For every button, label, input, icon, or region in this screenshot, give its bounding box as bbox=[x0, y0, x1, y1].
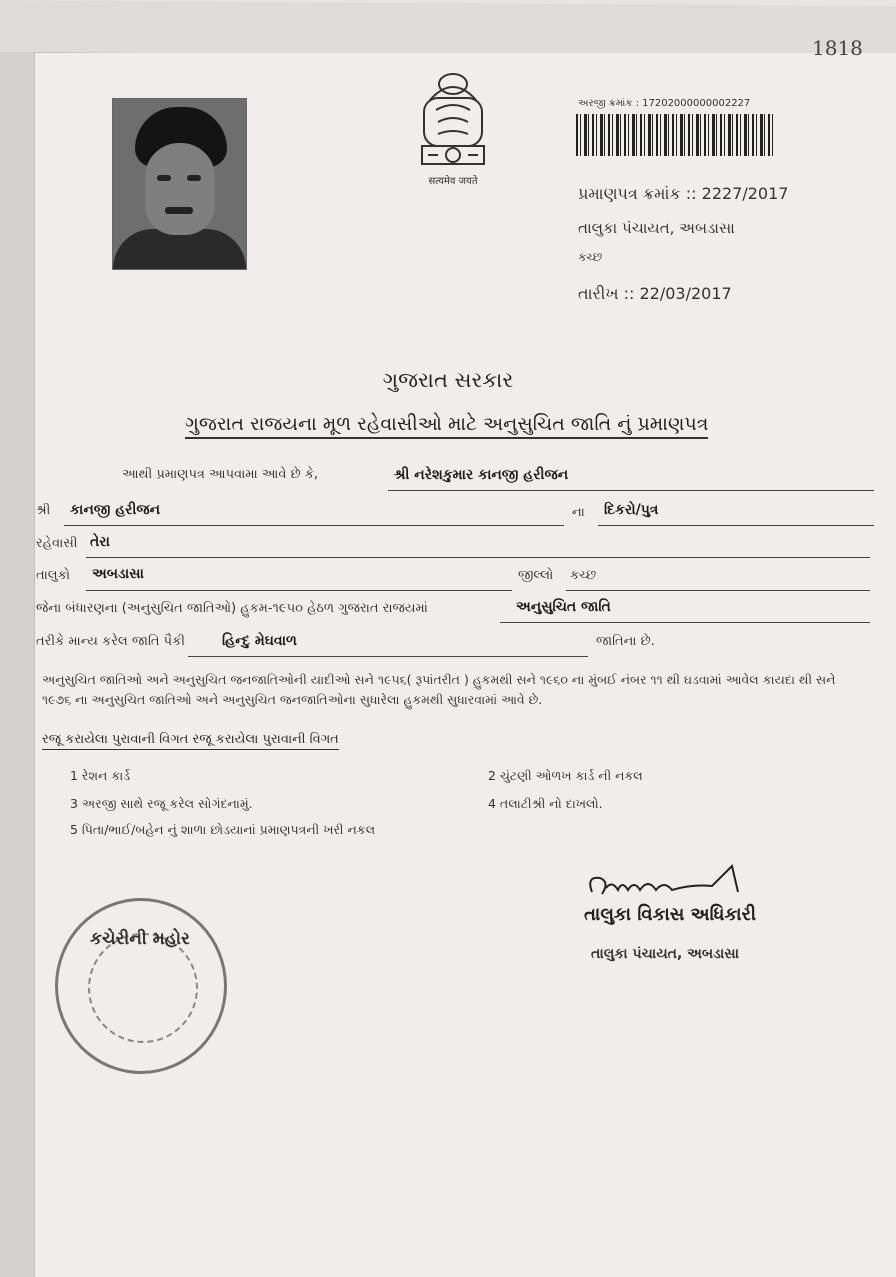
caste-suffix: જાતિના છે. bbox=[596, 634, 655, 649]
taluka-value: અબડાસા bbox=[92, 566, 144, 582]
proof-item: 4 તલાટીશ્રી નો દાખલો. bbox=[488, 796, 603, 811]
na-label: ના bbox=[572, 505, 585, 520]
proof-item: 3 અરજી સાથે રજૂ કરેલ સોગંદનામું. bbox=[70, 796, 253, 811]
intro-text: આથી પ્રમાણપત્ર આપવામા આવે છે કે, bbox=[122, 467, 319, 482]
signatory-title: તાલુકા વિકાસ અધિકારી bbox=[584, 904, 757, 925]
certificate-number: પ્રમાણપત્ર ક્રમાંક :: 2227/2017 bbox=[578, 184, 789, 203]
shri-label: શ્રી bbox=[36, 503, 51, 518]
father-name-line bbox=[64, 525, 564, 526]
district-value: કચ્છ bbox=[570, 568, 597, 583]
certificate-title: ગુજરાત રાજયના મૂળ રહેવાસીઓ માટે અનુસુચિત જાતિ નું પ્રમાણપત્ર bbox=[185, 413, 708, 439]
page-number: 1818 bbox=[812, 36, 863, 60]
caste-line bbox=[188, 656, 588, 657]
office-seal bbox=[55, 898, 227, 1074]
category-value: અનુસુચિત જાતિ bbox=[516, 599, 611, 615]
resident-label: રહેવાસી bbox=[36, 536, 78, 551]
seal-text: કચેરીની મહોર bbox=[90, 929, 190, 949]
signatory-office: તાલુકા પંચાયત, અબડાસા bbox=[591, 946, 740, 962]
application-number: અરજી ક્રમાંક : 17202000000002227 bbox=[578, 98, 751, 109]
legal-paragraph: અનુસુચિત જાતિઓ અને અનુસુચિત જનજાતિઓની યાદીઓ સને ૧૯૫૬( રૂપાંતરીત ) હુકમથી સને ૧૯૬૦ ના મુંબઈ નંબર ૧૧ થી ઘડવામાં આવેલ કાયદા થી સને ૧૯૭૬ ના અનુસુચિત જાતિઓ અને અનુસુચિત જનજાતિઓના સુધારેલા હુકમથી સુધારવામાં આવે છે. bbox=[42, 672, 836, 707]
paper-fold-top bbox=[0, 0, 896, 59]
proof-item: 1 રેશન કાર્ડ bbox=[70, 768, 131, 783]
applicant-photo bbox=[112, 98, 247, 270]
government-title: ગુજરાત સરકાર bbox=[382, 368, 514, 392]
district-line bbox=[566, 590, 870, 591]
category-line bbox=[500, 622, 870, 623]
constitution-text: જેના બંધારણના (અનુસુચિત જાતિઓ) હુકમ-૧૯૫૦ હેઠળ ગુજરાત રાજયમાં bbox=[36, 601, 428, 616]
relation-value: દિકરો/પુત્ર bbox=[604, 502, 659, 518]
caste-value: હિન્દુ મેઘવાળ bbox=[222, 633, 297, 649]
district-label: જીલ્લો bbox=[518, 568, 554, 583]
paper-fold-left bbox=[0, 52, 35, 1277]
barcode bbox=[576, 114, 774, 156]
recognized-label: તરીકે માન્ય કરેલ જાતિ પૈકી bbox=[36, 634, 185, 649]
issuing-district: કચ્છ bbox=[578, 250, 603, 264]
village-value: તેરા bbox=[90, 534, 110, 550]
applicant-name: શ્રી નરેશકુમાર કાનજી હરીજન bbox=[394, 467, 569, 483]
proof-item: 5 પિતા/ભાઈ/બહેન નું શાળા છોડયાનાં પ્રમાણપત્રની ખરી નકલ bbox=[70, 822, 376, 837]
proof-item: 2 ચુંટણી ઓળખ કાર્ડ ની નકલ bbox=[488, 768, 643, 783]
village-line bbox=[86, 557, 870, 558]
national-emblem-icon bbox=[408, 70, 498, 188]
taluka-line bbox=[86, 590, 512, 591]
relation-line bbox=[598, 525, 874, 526]
proofs-heading: રજૂ કરાયેલા પુરાવાની વિગત રજૂ કરાયેલા પુરાવાની વિગત bbox=[42, 732, 339, 750]
father-name: કાનજી હરીજન bbox=[70, 502, 161, 518]
emblem-motto: सत्यमेव जयते bbox=[428, 176, 478, 187]
applicant-name-line bbox=[388, 490, 874, 491]
certificate-date: તારીખ :: 22/03/2017 bbox=[578, 284, 732, 303]
taluka-label: તાલુકો bbox=[36, 568, 71, 583]
issuing-office: તાલુકા પંચાયત, અબડાસા bbox=[578, 219, 735, 237]
